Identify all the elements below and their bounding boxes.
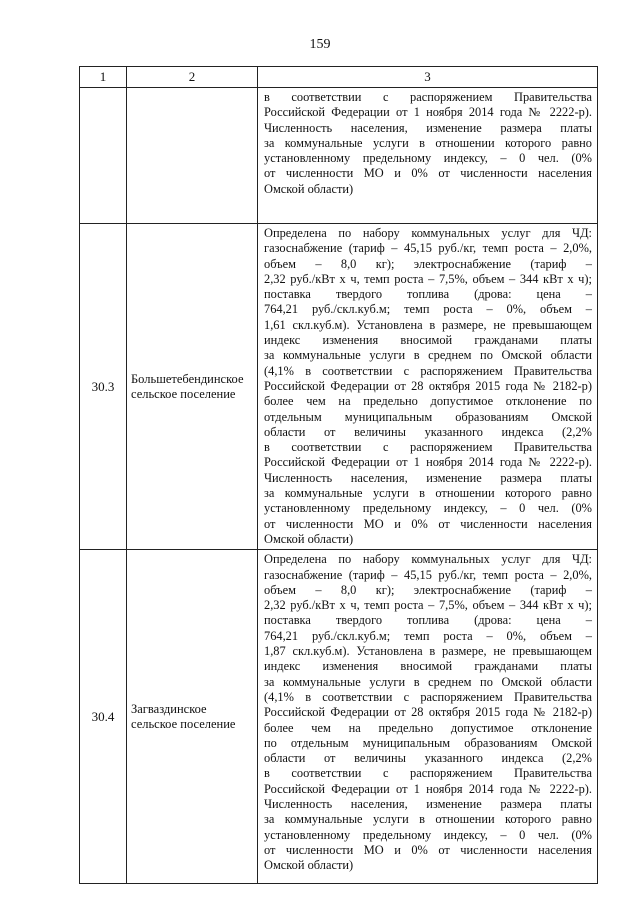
- text-line: объем – 8,0 кг); электроснабжение (тариф –: [264, 256, 592, 271]
- text-line: 764,21 руб./скл.куб.м; темп роста – 0%, объем –: [264, 302, 592, 317]
- text-line: Омской области): [264, 858, 354, 873]
- text-line: по отдельным муниципальным образованиям Омской: [264, 735, 592, 750]
- settlement-name: [127, 88, 258, 224]
- text-line: от численности МО и 0% от численности населения: [264, 516, 592, 531]
- table-row: [80, 550, 598, 884]
- text-line: за коммунальные услуги в среднем по Омской области: [264, 348, 592, 363]
- text-line: 2,32 руб./кВт х ч, темп роста – 7,5%, объем – 344 кВт х ч);: [264, 598, 592, 613]
- text-line: Российской Федерации от 28 октября 2015 года № 2182-р): [264, 378, 592, 393]
- text-line: поставка твердого топлива (дрова: цена –: [264, 613, 592, 628]
- text-line: за коммунальные услуги в среднем по Омской области: [264, 674, 592, 689]
- text-line: Определена по набору коммунальных услуг для ЧД:: [264, 226, 592, 240]
- text-line: 2,32 руб./кВт х ч, темп роста – 7,5%, объем – 344 кВт х ч);: [264, 271, 592, 286]
- text-line: Омской области): [264, 531, 354, 546]
- text-line: Численность населения, изменение размера платы: [264, 120, 592, 135]
- row-number: 30.3: [80, 224, 127, 550]
- text-line: индекс изменения вносимой гражданами платы: [264, 659, 592, 674]
- table-row: [80, 88, 598, 224]
- row-number: 30.4: [80, 550, 127, 884]
- text-line: области от величины указанного индекса (2,2%: [264, 424, 592, 439]
- description-cell: [258, 224, 598, 550]
- column-header: 2: [127, 67, 258, 88]
- table-header-row: [80, 67, 598, 88]
- column-header: 1: [80, 67, 127, 88]
- text-line: более чем на предельно допустимое отклонение: [264, 720, 592, 735]
- text-line: области от величины указанного индекса (2,2%: [264, 751, 592, 766]
- row-number: [80, 88, 127, 224]
- text-line: от численности МО и 0% от численности населения: [264, 166, 592, 181]
- text-line: за коммунальные услуги в отношении которого равно: [264, 812, 592, 827]
- settlement-name: Большетебендинское сельское поселение: [127, 224, 258, 550]
- data-table: [79, 66, 598, 884]
- text-line: 1,61 скл.куб.м). Установлена в размере, не превышающем: [264, 317, 592, 332]
- text-line: установленному предельному индексу, – 0 чел. (0%: [264, 151, 592, 166]
- column-header: 3: [258, 67, 598, 88]
- settlement-name: Загваздинское сельское поселение: [127, 550, 258, 884]
- text-line: установленному предельному индексу, – 0 чел. (0%: [264, 827, 592, 842]
- text-line: индекс изменения вносимой гражданами платы: [264, 333, 592, 348]
- text-line: установленному предельному индексу, – 0 чел. (0%: [264, 501, 592, 516]
- description-cell: [258, 88, 598, 224]
- text-line: 1,87 скл.куб.м). Установлена в размере, не превышающем: [264, 644, 592, 659]
- text-line: за коммунальные услуги в отношении которого равно: [264, 135, 592, 150]
- text-line: Российской Федерации от 28 октября 2015 года № 2182-р): [264, 705, 592, 720]
- text-line: объем – 8,0 кг); электроснабжение (тариф –: [264, 582, 592, 597]
- text-line: (4,1% в соответствии с распоряжением Правительства: [264, 363, 592, 378]
- page-number: 159: [309, 37, 331, 52]
- text-line: Омской области): [264, 181, 354, 196]
- text-line: 764,21 руб./скл.куб.м; темп роста – 0%, объем –: [264, 628, 592, 643]
- text-line: в соответствии с распоряжением Правительства: [264, 90, 592, 104]
- text-line: Российской Федерации от 1 ноября 2014 года № 2222-р).: [264, 455, 592, 470]
- text-line: Численность населения, изменение размера платы: [264, 470, 592, 485]
- text-line: газоснабжение (тариф – 45,15 руб./кг, темп роста – 2,0%,: [264, 241, 592, 256]
- text-line: в соответствии с распоряжением Правительства: [264, 440, 592, 455]
- table-row: [80, 224, 598, 550]
- text-line: отдельным муниципальным образованиям Омской: [264, 409, 592, 424]
- text-line: Российской Федерации от 1 ноября 2014 года № 2222-р).: [264, 105, 592, 120]
- text-line: Российской Федерации от 1 ноября 2014 года № 2222-р).: [264, 781, 592, 796]
- text-line: более чем на предельно допустимое отклонение по: [264, 394, 592, 409]
- text-line: в соответствии с распоряжением Правительства: [264, 766, 592, 781]
- text-line: поставка твердого топлива (дрова: цена –: [264, 287, 592, 302]
- text-line: (4,1% в соответствии с распоряжением Правительства: [264, 689, 592, 704]
- text-line: Определена по набору коммунальных услуг для ЧД:: [264, 552, 592, 567]
- text-line: Численность населения, изменение размера платы: [264, 796, 592, 811]
- text-line: газоснабжение (тариф – 45,15 руб./кг, темп роста – 2,0%,: [264, 567, 592, 582]
- description-cell: [258, 550, 598, 884]
- text-line: от численности МО и 0% от численности населения: [264, 842, 592, 857]
- text-line: за коммунальные услуги в отношении которого равно: [264, 486, 592, 501]
